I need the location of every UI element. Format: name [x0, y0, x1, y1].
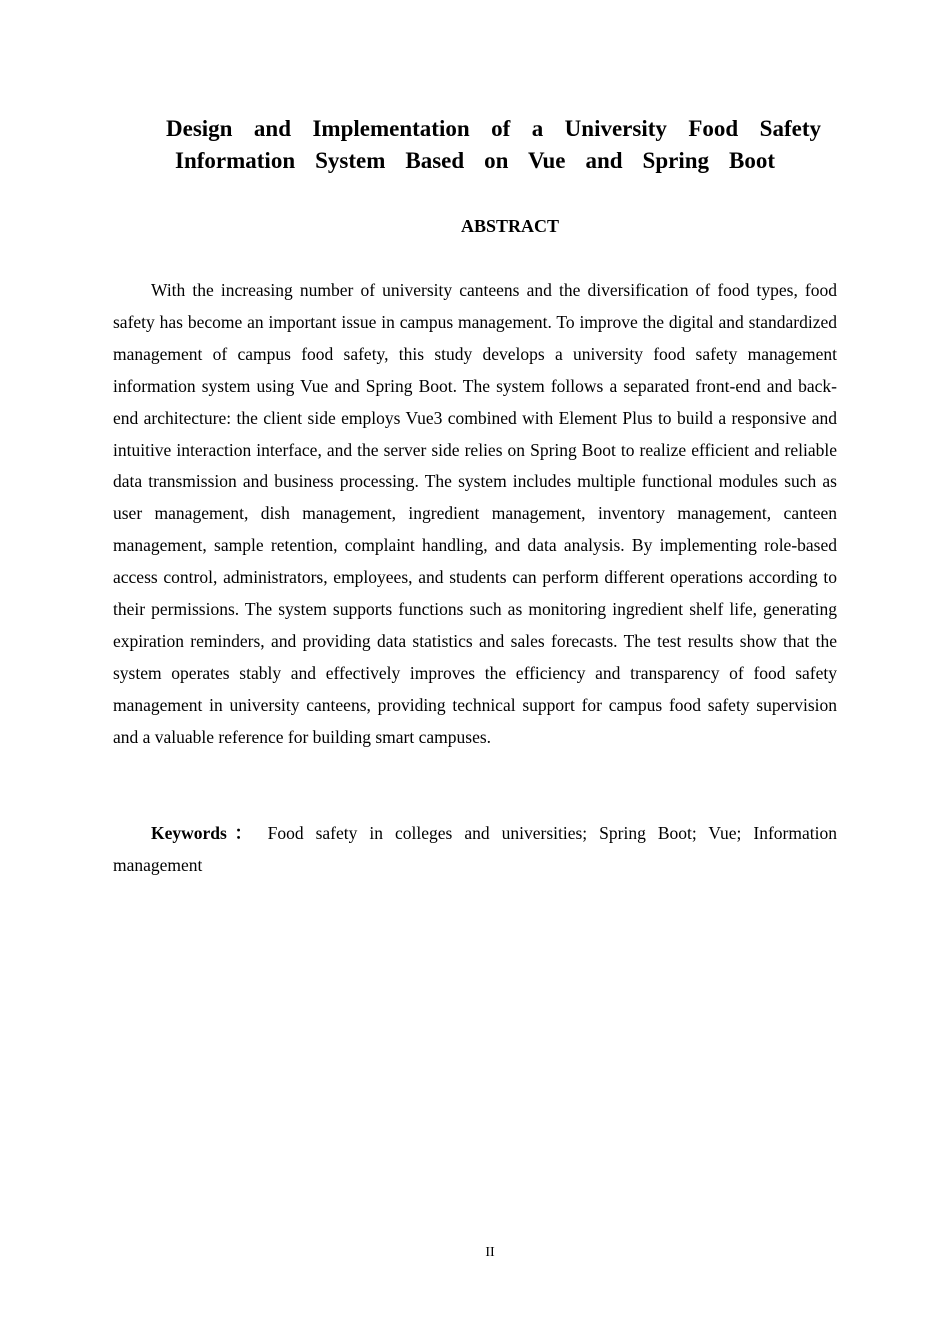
keywords-separator: ：	[226, 823, 260, 843]
paper-title-line-1: Design and Implementation of a University Food Safety	[166, 116, 821, 141]
page-number: II	[485, 1245, 495, 1260]
keywords-label: Keywords	[151, 823, 227, 843]
keywords-text: Food safety in colleges and universities; Spring Boot; Vue; Information management	[113, 823, 837, 875]
paper-title	[166, 113, 821, 177]
abstract-body: With the increasing number of university canteens and the diversification of food types, food safety has become an important issue in campus management. To improve the digital and standardized management of campus food safety, this study develops a university food safety management information system using Vue and Spring Boot. The system follows a separated front-end and back-end architecture: the client side employs Vue3 combined with Element Plus to build a responsive and intuitive interaction interface, and the server side relies on Spring Boot to realize efficient and reliable data transmission and business processing. The system includes multiple functional modules such as user management, dish management, ingredient management, inventory management, canteen management, sample retention, complaint handling, and data analysis. By implementing role-based access control, administrators, employees, and students can perform different operations according to their permissions. The system supports functions such as monitoring ingredient shelf life, generating expiration reminders, and providing data statistics and sales forecasts. The test results show that the system operates stably and effectively improves the efficiency and transparency of food safety management in university canteens, providing technical support for campus food safety supervision and a valuable reference for building smart campuses.	[113, 280, 837, 747]
abstract-heading: ABSTRACT	[460, 216, 560, 236]
keywords-paragraph	[113, 818, 837, 882]
paper-title-line-2: Information System Based on Vue and Spring Boot	[175, 148, 775, 173]
